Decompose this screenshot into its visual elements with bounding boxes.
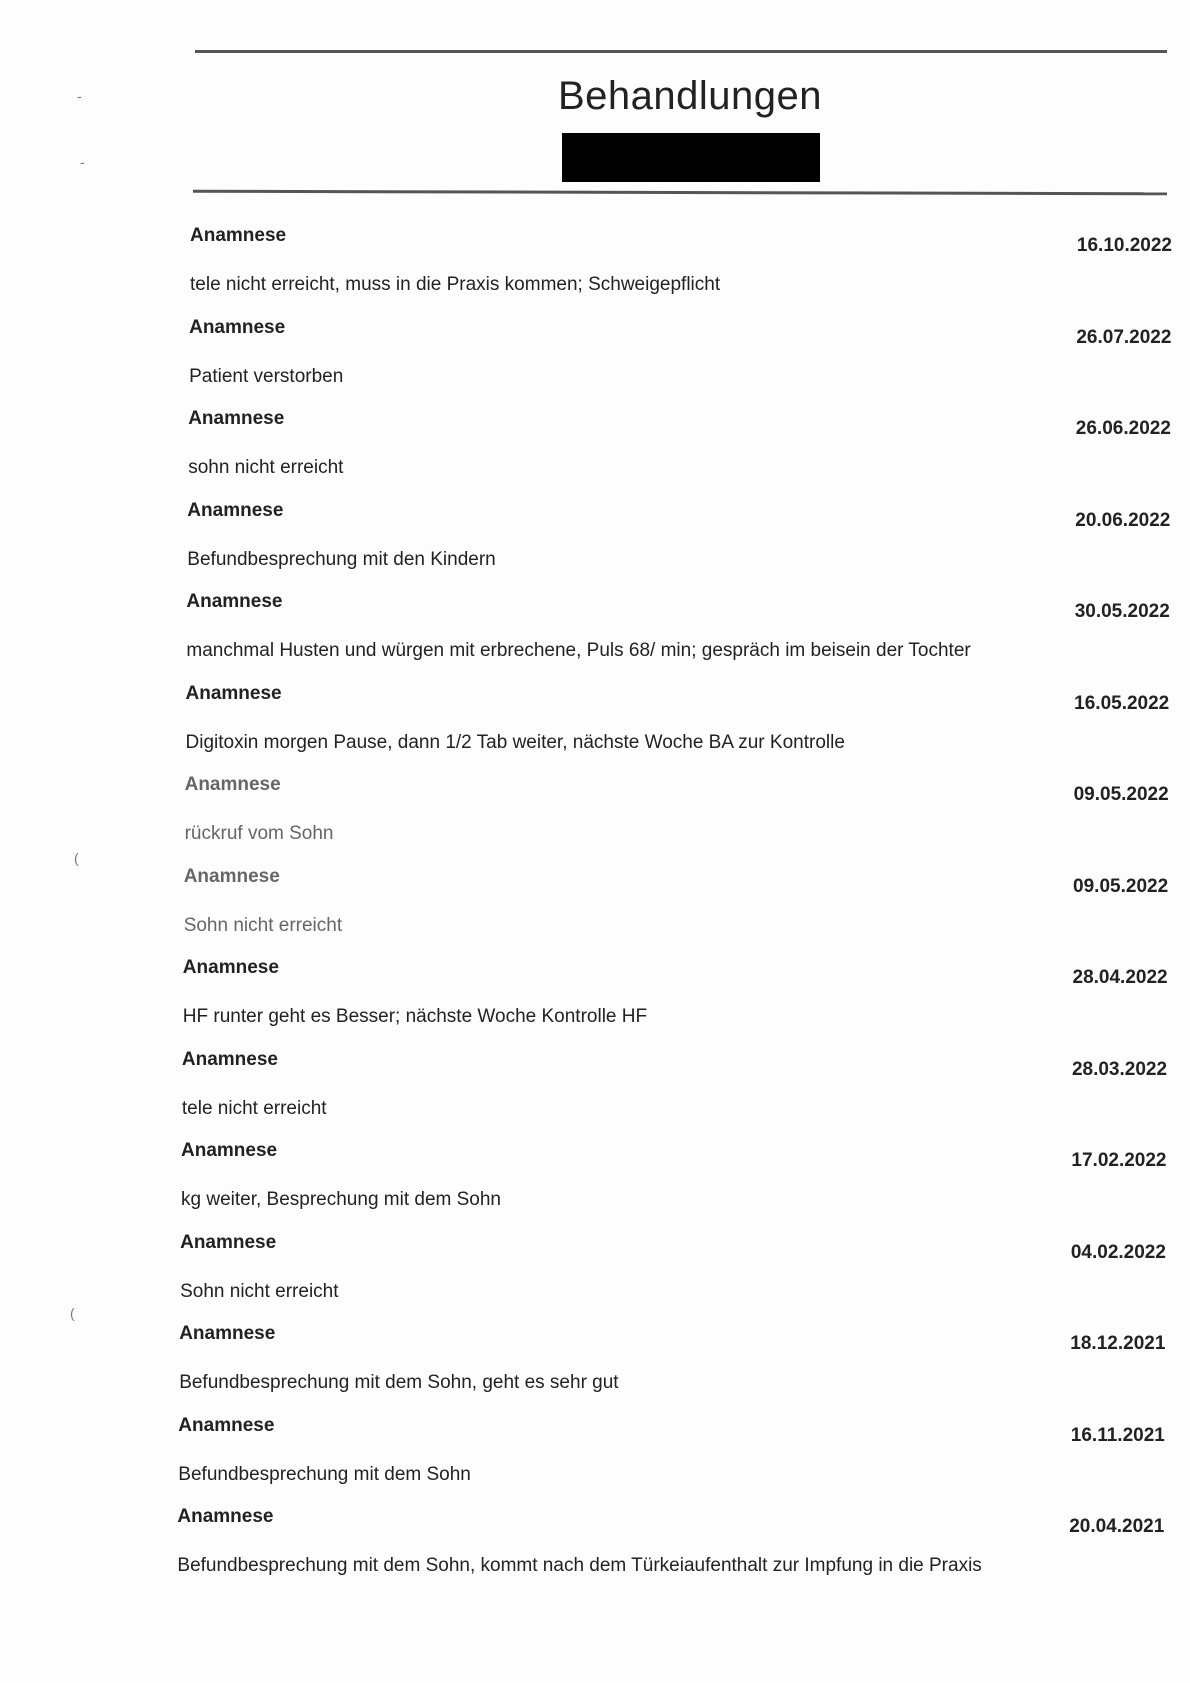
scan-mark: -	[80, 154, 85, 170]
entry-date: 16.11.2021	[1070, 1424, 1165, 1446]
entry-note: sohn nicht erreicht	[188, 457, 344, 478]
entry-note: rückruf vom Sohn	[184, 823, 334, 844]
treatment-entry	[187, 500, 1180, 590]
entry-note: manchmal Husten und würgen mit erbrechene, Puls 68/ min; gespräch im beisein der Tochter	[186, 640, 971, 661]
entry-type: Anamnese	[177, 1506, 274, 1527]
entry-date: 20.04.2021	[1069, 1516, 1165, 1537]
scan-mark: (	[70, 1305, 75, 1321]
entry-note: tele nicht erreicht	[181, 1097, 327, 1119]
treatment-entry	[190, 225, 1180, 315]
treatment-entry	[180, 1232, 1180, 1322]
entry-note: Sohn nicht erreicht	[180, 1280, 339, 1302]
entry-type: Anamnese	[182, 957, 279, 978]
treatment-entry	[184, 866, 1180, 956]
treatment-entry	[182, 1049, 1180, 1139]
entry-date: 26.06.2022	[1075, 418, 1171, 439]
entry-type: Anamnese	[186, 591, 283, 612]
entry-note: Befundbesprechung mit dem Sohn	[178, 1463, 471, 1485]
entry-type: Anamnese	[187, 499, 284, 521]
entry-date: 28.03.2022	[1071, 1058, 1168, 1080]
entry-date: 18.12.2021	[1070, 1333, 1166, 1354]
treatment-entry	[185, 774, 1180, 864]
treatment-entry	[181, 1140, 1180, 1230]
entry-date: 04.02.2022	[1070, 1241, 1166, 1263]
entry-type: Anamnese	[190, 225, 287, 246]
treatment-entry	[177, 1506, 1180, 1596]
entry-note: HF runter geht es Besser; nächste Woche Kontrolle HF	[182, 1006, 648, 1027]
treatment-entry	[189, 317, 1180, 407]
entry-date: 09.05.2022	[1073, 875, 1169, 897]
treatment-entry	[179, 1323, 1180, 1413]
entry-type: Anamnese	[183, 865, 280, 887]
entry-note: Befundbesprechung mit dem Sohn, geht es sehr gut	[179, 1372, 619, 1393]
entry-note: tele nicht erreicht, muss in die Praxis kommen; Schweigepflicht	[190, 274, 721, 295]
treatment-entry	[186, 683, 1181, 773]
entry-type: Anamnese	[185, 682, 282, 704]
entry-note: Sohn nicht erreicht	[183, 914, 343, 936]
entry-note: Befundbesprechung mit den Kindern	[187, 548, 496, 570]
entry-type: Anamnese	[179, 1323, 276, 1344]
treatment-entry	[183, 957, 1180, 1047]
entry-date: 16.05.2022	[1074, 692, 1170, 714]
entry-date: 09.05.2022	[1073, 784, 1169, 805]
scan-mark: -	[77, 88, 82, 104]
entry-type: Anamnese	[189, 316, 286, 338]
page-title: Behandlungen	[557, 74, 823, 118]
entry-type: Anamnese	[181, 1140, 278, 1161]
entry-type: Anamnese	[188, 408, 285, 429]
entry-type: Anamnese	[184, 774, 281, 795]
entry-date: 26.07.2022	[1076, 326, 1172, 348]
entry-note: kg weiter, Besprechung mit dem Sohn	[181, 1189, 502, 1210]
treatment-entry	[178, 1415, 1180, 1505]
entry-note: Befundbesprechung mit dem Sohn, kommt nach dem Türkeiaufenthalt zur Impfung in die Praxis	[177, 1555, 982, 1576]
entry-note: Digitoxin morgen Pause, dann 1/2 Tab weiter, nächste Woche BA zur Kontrolle	[185, 731, 845, 753]
entry-date: 17.02.2022	[1071, 1150, 1167, 1171]
entry-date: 16.10.2022	[1076, 235, 1172, 256]
scan-mark: (	[74, 850, 79, 866]
entry-type: Anamnese	[178, 1414, 275, 1436]
entry-date: 28.04.2022	[1072, 967, 1168, 988]
treatment-entry	[188, 408, 1180, 498]
entry-date: 30.05.2022	[1074, 601, 1170, 622]
entry-date: 20.06.2022	[1075, 509, 1171, 531]
entry-note: Patient verstorben	[189, 365, 344, 387]
entry-type: Anamnese	[181, 1048, 278, 1070]
treatment-entry	[186, 591, 1180, 681]
entry-type: Anamnese	[180, 1231, 277, 1253]
